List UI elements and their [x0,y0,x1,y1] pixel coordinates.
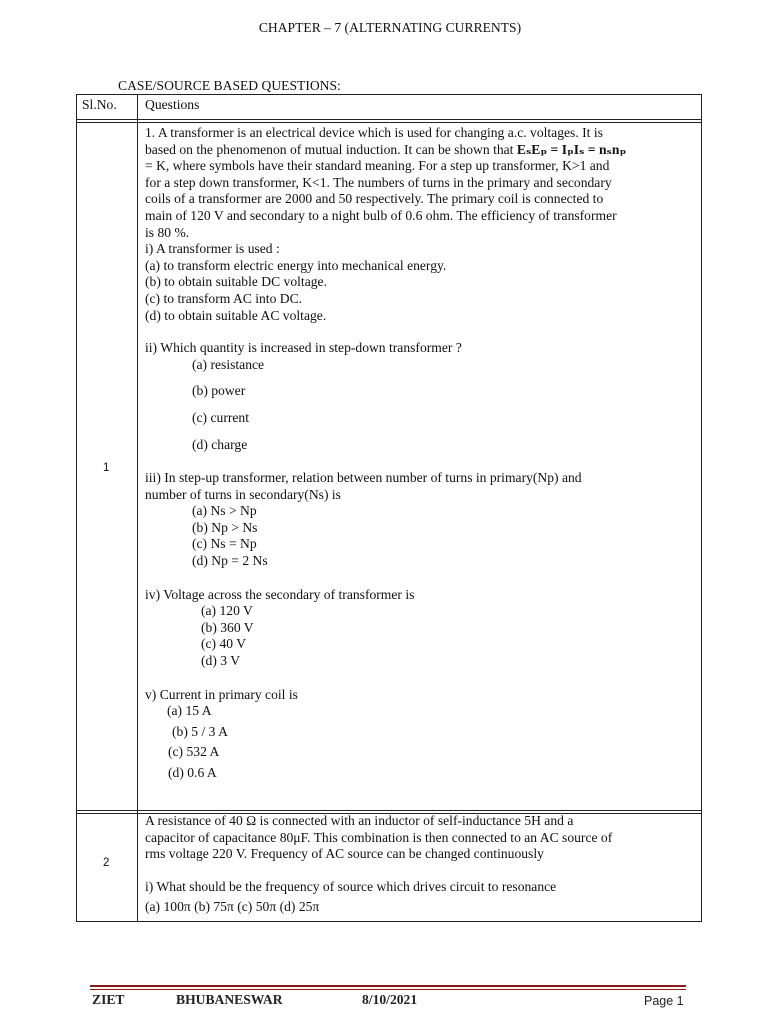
option: (d) to obtain suitable AC voltage. [145,307,327,323]
intro-line: for a step down transformer, K<1. The numbers of turns in the primary and secondary [145,174,612,190]
intro-line: 1. A transformer is an electrical device which is used for changing a.c. voltages. It is [145,125,603,140]
option: (c) to transform AC into DC. [145,290,303,306]
sub-question: iii) In step-up transformer, relation between number of turns in primary(Np) and [145,470,582,486]
option: (d) Np = 2 Ns [192,553,268,569]
question-1-block [145,125,697,782]
table-header-divider [76,119,702,120]
option: (d) 3 V [201,653,241,669]
footer-date: 8/10/2021 [362,992,418,1007]
table-row-divider [76,810,702,811]
option: (b) 5 / 3 A [172,723,228,739]
option: (a) 100π (b) 75π (c) 50π (d) 25π [145,899,320,915]
sub-question: v) Current in primary coil is [145,686,298,702]
question-2-block [145,813,697,916]
footer-city: BHUBANESWAR [176,992,283,1007]
option: (a) resistance [192,356,265,372]
sub-question: number of turns in secondary(Ns) is [145,486,341,502]
sub-question: iv) Voltage across the secondary of transformer is [145,586,415,602]
page-number: Page 1 [644,994,684,1008]
sub-question: i) What should be the frequency of source which drives circuit to resonance [145,878,557,894]
option: (a) Ns > Np [192,503,257,519]
option: (d) charge [192,436,248,452]
option: (b) Np > Ns [192,519,258,535]
table-border-bottom [76,921,702,922]
sub-question: ii) Which quantity is increased in step-down transformer ? [145,340,462,356]
row-number: 2 [103,857,110,869]
table-border-right [701,94,702,922]
header-slno: Sl.No. [82,97,117,112]
table-border-left [76,94,77,922]
intro-line: A resistance of 40 Ω is connected with an inductor of self-inductance 5H and a [145,813,574,828]
footer-rule [90,985,686,987]
option: (c) 532 A [168,744,220,760]
option: (b) to obtain suitable DC voltage. [145,274,327,290]
table-header-divider-2 [76,122,702,123]
option: (a) 15 A [167,703,212,719]
option: (a) 120 V [201,603,253,619]
option: (c) 40 V [201,636,247,652]
section-heading: CASE/SOURCE BASED QUESTIONS: [118,78,341,93]
formula: EₛEₚ = IₚIₛ = nₛnₚ [516,141,627,157]
option: (b) 360 V [201,619,254,635]
option: (c) Ns = Np [192,536,257,552]
intro-line: = K, where symbols have their standard meaning. For a step up transformer, K>1 and [145,158,610,174]
intro-line: based on the phenomenon of mutual induction. It can be shown that [145,141,514,157]
intro-line: rms voltage 220 V. Frequency of AC source can be changed continuously [145,846,544,862]
intro-line: coils of a transformer are 2000 and 50 respectively. The primary coil is connected to [145,191,604,207]
chapter-title: CHAPTER – 7 (ALTERNATING CURRENTS) [258,20,522,35]
option: (d) 0.6 A [168,765,217,780]
header-questions: Questions [145,97,200,112]
table-column-divider [137,94,138,922]
row-number: 1 [103,462,110,474]
footer-rule-thin [90,989,686,990]
table-border-top [76,94,702,95]
intro-line-with-formula [145,142,697,159]
footer-org: ZIET [92,992,125,1007]
option: (c) current [192,409,249,425]
intro-line: capacitor of capacitance 80μF. This combination is then connected to an AC source of [145,829,613,845]
intro-line: main of 120 V and secondary to a night bulb of 0.6 ohm. The efficiency of transformer [145,207,617,223]
option: (b) power [192,383,246,399]
sub-question: i) A transformer is used : [145,241,280,257]
option: (a) to transform electric energy into mechanical energy. [145,257,447,273]
intro-line: is 80 %. [145,224,190,240]
